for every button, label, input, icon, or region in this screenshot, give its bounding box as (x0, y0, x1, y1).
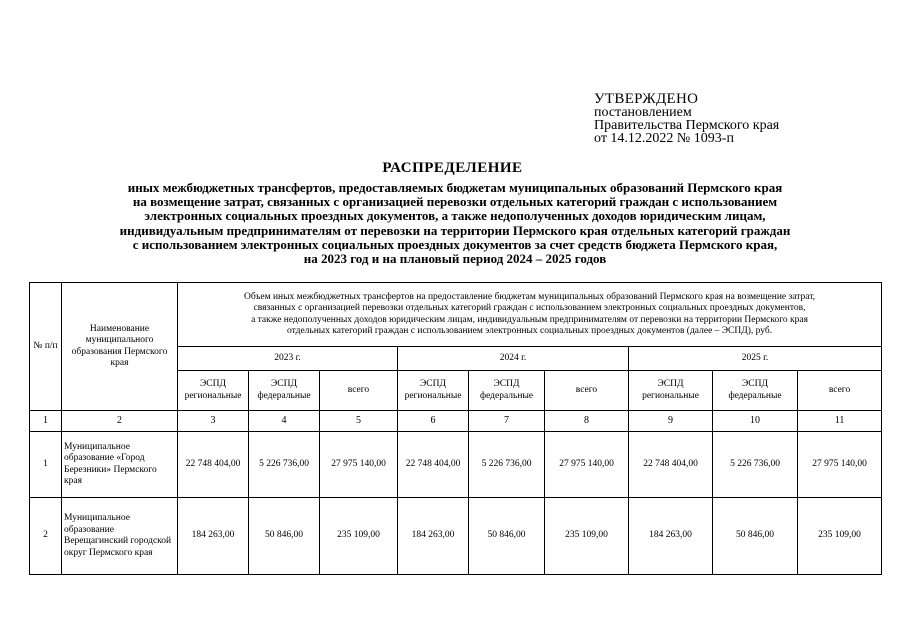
subtitle-line: на возмещение затрат, связанных с организацией перевозки отдельных категорий граждан с использованием (132, 194, 778, 210)
header-total: всего (545, 371, 629, 411)
column-number: 2 (62, 411, 178, 432)
document-subtitle (60, 181, 850, 266)
row-value: 27 975 140,00 (320, 432, 398, 498)
header-year-2023: 2023 г. (178, 347, 398, 371)
approval-stamp (594, 93, 779, 145)
row-num: 2 (30, 498, 62, 575)
header-volume (178, 283, 882, 347)
column-number: 9 (629, 411, 713, 432)
column-number: 1 (30, 411, 62, 432)
row-value: 235 109,00 (545, 498, 629, 575)
header-espd-federal: ЭСПД федеральные (469, 371, 545, 411)
volume-header-line: отдельных категорий граждан с использованием электронных социальных проездных документов (далее – ЭСПД), руб. (286, 326, 773, 336)
approved-authority-line: Правительства Пермского края (594, 118, 780, 133)
row-municipality: Муниципальное образование «Город Березники» Пермского края (62, 432, 178, 498)
header-total: всего (798, 371, 882, 411)
subtitle-line: на 2023 год и на плановый период 2024 – 2025 годов (303, 251, 607, 267)
row-value: 22 748 404,00 (178, 432, 249, 498)
column-number: 8 (545, 411, 629, 432)
table-row (30, 432, 882, 498)
row-value: 235 109,00 (320, 498, 398, 575)
column-number: 11 (798, 411, 882, 432)
row-value: 50 846,00 (249, 498, 320, 575)
column-number: 5 (320, 411, 398, 432)
row-value: 5 226 736,00 (249, 432, 320, 498)
volume-header-line: а также недополученных доходов юридическим лицам, индивидуальным предпринимателям от перевозки на территории Пермского края (251, 314, 808, 325)
row-value: 50 846,00 (713, 498, 798, 575)
header-espd-regional: ЭСПД региональные (398, 371, 469, 411)
row-value: 184 263,00 (629, 498, 713, 575)
row-value: 27 975 140,00 (545, 432, 629, 498)
subtitle-line: электронных социальных проездных документов, а также недополученных доходов юридическим лицам, (144, 208, 766, 224)
row-value: 27 975 140,00 (798, 432, 882, 498)
row-value: 184 263,00 (398, 498, 469, 575)
subtitle-line: индивидуальным предпринимателям от перевозки на территории Пермского края отдельных категорий граждан (119, 222, 791, 238)
header-num: № п/п (30, 283, 62, 411)
row-num: 1 (30, 432, 62, 498)
row-value: 235 109,00 (798, 498, 882, 575)
row-value: 5 226 736,00 (713, 432, 798, 498)
column-number: 6 (398, 411, 469, 432)
approved-by-line: постановлением (594, 105, 692, 120)
approved-label: УТВЕРЖДЕНО (594, 91, 699, 107)
header-espd-federal: ЭСПД федеральные (249, 371, 320, 411)
row-value: 50 846,00 (469, 498, 545, 575)
subtitle-line: с использованием электронных социальных проездных документов за счет средств бюджета Пермского края, (132, 236, 778, 252)
row-value: 22 748 404,00 (398, 432, 469, 498)
row-value: 22 748 404,00 (629, 432, 713, 498)
column-number: 4 (249, 411, 320, 432)
subtitle-line: иных межбюджетных трансфертов, предоставляемых бюджетам муниципальных образований Пермского края (127, 180, 783, 195)
column-number: 3 (178, 411, 249, 432)
header-espd-federal: ЭСПД федеральные (713, 371, 798, 411)
document-title: РАСПРЕДЕЛЕНИЕ (382, 160, 523, 176)
distribution-table (29, 282, 882, 575)
table-row (30, 498, 882, 575)
row-value: 184 263,00 (178, 498, 249, 575)
header-espd-regional: ЭСПД региональные (629, 371, 713, 411)
volume-header-line: связанных с организацией перевозки отдельных категорий граждан с использованием электронных социальных проездных документов, (253, 303, 806, 313)
header-year-2025: 2025 г. (629, 347, 882, 371)
column-number: 7 (469, 411, 545, 432)
row-value: 5 226 736,00 (469, 432, 545, 498)
approved-date-line: от 14.12.2022 № 1093-п (594, 131, 734, 146)
column-number-row (30, 411, 882, 432)
header-espd-regional: ЭСПД региональные (178, 371, 249, 411)
header-municipality: Наименование муниципального образования Пермского края (62, 283, 178, 411)
column-number: 10 (713, 411, 798, 432)
header-total: всего (320, 371, 398, 411)
header-year-2024: 2024 г. (398, 347, 629, 371)
row-municipality: Муниципальное образование Верещагинский городской округ Пермского края (62, 498, 178, 575)
volume-header-line: Объем иных межбюджетных трансфертов на предоставление бюджетам муниципальных образований Пермского края на возмещение затрат, (244, 291, 816, 302)
